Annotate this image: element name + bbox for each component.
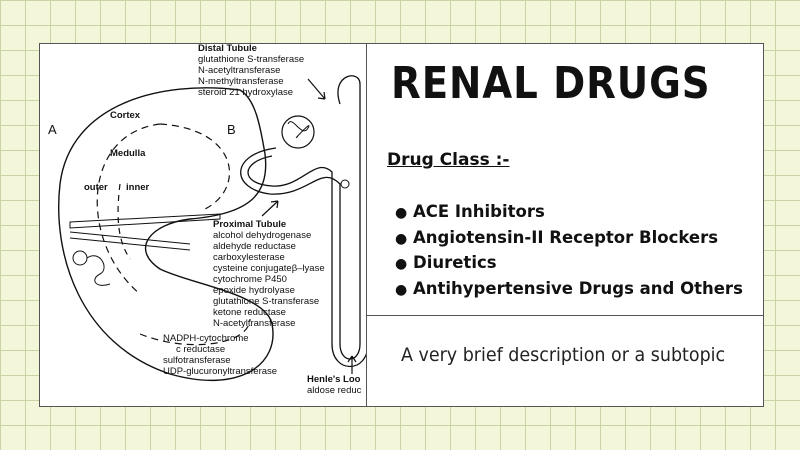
distal-item: glutathione S-transferase — [198, 54, 305, 65]
distal-item: N-methyltransferase — [198, 76, 284, 87]
list-item — [395, 225, 743, 251]
divider — [367, 315, 763, 316]
distal-item: steroid 21 hydroxylase — [198, 87, 294, 98]
bullet-icon: ● — [395, 256, 408, 272]
content-panel — [366, 43, 764, 407]
henle-title: Henle's Loo — [307, 374, 361, 385]
proximal-item: carboxylesterase — [213, 252, 285, 263]
subtopic-text: A very brief description or a subtopic — [401, 344, 726, 366]
proximal-item: glutathione S-transferase — [213, 296, 320, 307]
bullet-icon: ● — [395, 230, 408, 247]
drug-class-name: Diuretics — [413, 253, 497, 272]
inner-outer-boundary — [118, 184, 130, 259]
bullet-icon: ● — [395, 205, 408, 221]
kidney-diagram — [40, 44, 368, 406]
slide-title: RENAL DRUGS — [391, 58, 711, 109]
glomerulus-capillaries — [288, 122, 309, 138]
macula-densa — [341, 180, 349, 188]
cortex-label: Cortex — [110, 110, 141, 121]
proximal-item: ketone reductase — [213, 307, 286, 318]
proximal-extra: sulfotransferase — [163, 355, 231, 366]
glomerulus-b — [282, 116, 314, 148]
proximal-item: N-acetyltransferase — [213, 318, 296, 329]
proximal-extra: c reductase — [176, 344, 226, 355]
list-item — [395, 250, 743, 276]
nephron-tube — [70, 214, 220, 228]
glomerulus-a — [73, 251, 87, 265]
proximal-item: cytochrome P450 — [213, 274, 287, 285]
label-b: B — [227, 122, 236, 137]
label-a: A — [48, 122, 57, 137]
drug-class-list — [395, 199, 743, 301]
proximal-item: alcohol dehydrogenase — [213, 230, 312, 241]
henle-item: aldose reduc — [307, 385, 362, 396]
list-item — [395, 276, 743, 302]
proximal-title: Proximal Tubule — [213, 219, 287, 230]
proximal-item: cysteine conjugateβ–lyase — [213, 263, 325, 274]
proximal-arrow — [262, 201, 278, 216]
convoluted-tube — [87, 256, 110, 286]
proximal-item: epoxide hydrolyase — [213, 285, 295, 296]
proximal-item: aldehyde reductase — [213, 241, 296, 252]
medulla-label: Medulla — [110, 148, 146, 159]
list-item — [395, 199, 743, 225]
medulla-boundary-2 — [160, 124, 229, 209]
distal-arrow — [308, 79, 325, 99]
outer-label: outer — [84, 182, 108, 193]
bullet-icon: ● — [395, 281, 408, 298]
kidney-figure — [39, 43, 369, 407]
distal-title: Distal Tubule — [198, 44, 257, 54]
drug-class-name: Antihypertensive Drugs and Others — [413, 278, 743, 298]
nephron-tube-2 — [70, 232, 190, 250]
proximal-extra: UDP-glucuronyltransferase — [163, 366, 278, 377]
distal-item: N-acetyltransferase — [198, 65, 281, 76]
drug-class-name: Angiotensin-II Receptor Blockers — [413, 227, 719, 247]
drug-class-heading: Drug Class :- — [387, 150, 510, 170]
drug-class-name: ACE Inhibitors — [413, 202, 545, 221]
inner-label: inner — [126, 182, 150, 193]
proximal-extra: NADPH-cytochrome — [163, 333, 249, 344]
